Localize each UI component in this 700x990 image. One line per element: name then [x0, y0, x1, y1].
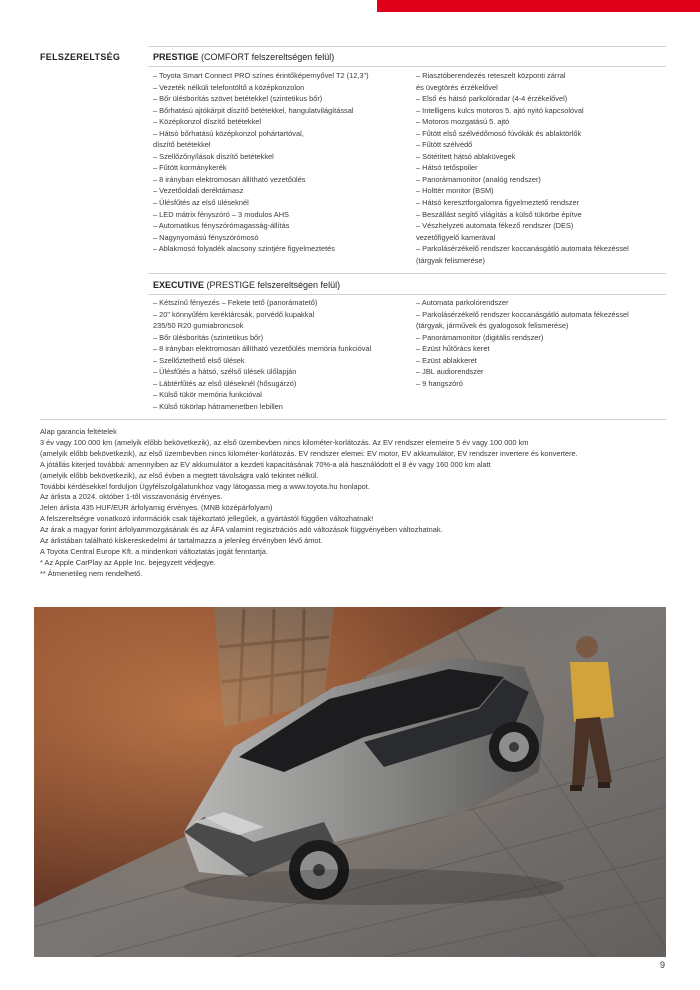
brand-accent-bar — [377, 0, 700, 12]
prestige-feature-item: díszítő betétekkel — [153, 140, 211, 150]
page-number: 9 — [660, 960, 666, 970]
prestige-feature-item: vezetőfigyelő kamerával — [416, 232, 496, 242]
prestige-feature-item: – Panorámamonitor (analóg rendszer) — [416, 174, 541, 184]
prestige-feature-item: – Első és hátsó parkolóradar (4-4 érzékelővel) — [416, 94, 568, 104]
executive-feature-item: (tárgyak, járművek és gyalogosok felismerése) — [416, 321, 569, 331]
prestige-feature-item: – Sötétített hátsó ablaküvegek — [416, 151, 516, 161]
executive-feature-item: – JBL audiorendszer — [416, 367, 484, 377]
prestige-feature-item: – Bőrhatású ajtókárpit díszítő betétekkel, hangulatvilágítással — [153, 105, 354, 115]
note-line: A felszereltségre vonatkozó információk csak tájékoztató jellegűek, a gyártástól függően változhatnak! — [40, 514, 374, 524]
prestige-feature-item: – Középkonzol díszítő betétekkel — [153, 117, 262, 127]
executive-list-right — [416, 297, 629, 389]
divider-executive — [148, 294, 666, 295]
executive-feature-item: – Panorámamonitor (digitális rendszer) — [416, 332, 544, 342]
executive-feature-item: 235/50 R20 gumiabroncsok — [153, 321, 244, 331]
note-line: További kérdésekkel forduljon Ügyfélszolgálatunkhoz vagy látogassa meg a www.toyota.hu honlapot. — [40, 481, 370, 491]
divider-top — [148, 46, 666, 47]
prestige-feature-item: (tárgyak felismerése) — [416, 255, 485, 265]
note-line: Az árak a magyar forint árfolyammozgásának és az ÁFA valamint regisztrációs adó változások függvényében változhatnak. — [40, 525, 443, 535]
executive-feature-item: – 20" könnyűfém keréktárcsák, porvédő kupakkal — [153, 309, 315, 319]
executive-feature-item: – Bőr ülésborítás (szintetikus bőr) — [153, 332, 264, 342]
note-line: (amelyik előbb bekövetkezik), az első évben a megtett távolságra való tekintet nélkül. — [40, 470, 319, 480]
prestige-feature-item: – Vezetőoldali deréktámasz — [153, 186, 244, 196]
prestige-feature-item: – Vészhelyzeti automata fékező rendszer (DES) — [416, 221, 574, 231]
prestige-feature-item: – Hátsó keresztforgalomra figyelmeztető rendszer — [416, 198, 580, 208]
prestige-feature-item: – Fűtött szélvédő — [416, 140, 473, 150]
executive-title-rest: (PRESTIGE felszereltségen felül) — [204, 280, 341, 290]
prestige-title — [153, 52, 334, 62]
prestige-feature-item: – Nagynyomású fényszórómosó — [153, 232, 259, 242]
executive-feature-item: – Ülésfűtés a hátsó, szélső ülések ülőlapján — [153, 367, 297, 377]
divider-executive-top — [148, 273, 666, 274]
prestige-feature-item: – Hátsó tetőspoiler — [416, 163, 478, 173]
legal-notes — [40, 427, 578, 580]
prestige-feature-item: – Beszállást segítő világítás a külső tükörbe építve — [416, 209, 582, 219]
note-line: Az árlistában található kiskereskedelmi ár tartalmazza a jelenleg érvényben lévő ámot. — [40, 536, 323, 546]
prestige-feature-item: – Hátsó bőrhatású középkonzol pohártartóval, — [153, 128, 304, 138]
note-line: (amelyik előbb bekövetkezik), az első üzembevben nincs kilométer-korlátozás. EV rendszer elemei: EV motor, EV akkumulátor, EV rendszer invertere és konvertere. — [40, 448, 578, 458]
prestige-feature-item: – Toyota Smart Connect PRO színes érintőképernyővel T2 (12,3") — [153, 71, 369, 80]
prestige-feature-item: – Bőr ülésborítás szövet betétekkel (szintetikus bőr) — [153, 94, 323, 104]
prestige-feature-item: – Fűtött első szélvédőmosó fúvókák és ablaktörlők — [416, 128, 582, 138]
car-street-scene-image — [34, 607, 666, 957]
executive-feature-item: – Kétszínű fényezés – Fekete tető (panorámatető) — [153, 298, 318, 307]
executive-feature-item: – Automata parkolórendszer — [416, 298, 509, 307]
executive-title — [153, 280, 340, 290]
car-photo — [34, 607, 666, 957]
prestige-feature-item: – 8 irányban elektromosan állítható vezetőülés — [153, 174, 306, 184]
note-line: Az árlista a 2024. október 1-től visszavonásig érvényes. — [40, 492, 223, 502]
prestige-feature-item: – Motoros mozgatású 5. ajtó — [416, 117, 510, 127]
prestige-feature-item: – Fűtött kormánykerék — [153, 163, 227, 173]
executive-feature-item: – 9 hangszóró — [416, 378, 463, 388]
executive-feature-item: – Ezüst ablakkeret — [416, 355, 477, 365]
prestige-feature-item: – Ablakmosó folyadék alacsony szintjére figyelmeztetés — [153, 244, 335, 254]
prestige-feature-item: – Ülésfűtés az első üléseknél — [153, 198, 249, 208]
executive-feature-item: – Külső tükörlap hátramenetben lebillen — [153, 401, 283, 411]
prestige-feature-item: és üvegtörés érzékelővel — [416, 82, 498, 92]
note-line: 3 év vagy 100 000 km (amelyik előbb bekövetkezik), az első üzembevben nincs kilométer-korlátozás. Az EV rendszer elemeire 5 év vagy 100 000 km — [40, 437, 529, 447]
prestige-feature-item: – LED mátrix fényszóró – 3 modulos AHS — [153, 209, 289, 219]
executive-list-left — [153, 297, 371, 412]
note-line: * Az Apple CarPlay az Apple Inc. bejegyzett védjegye. — [40, 557, 216, 567]
executive-feature-item: – 8 irányban elektromosan állítható vezetőülés memória funkcióval — [153, 344, 372, 354]
note-line: Jelen árlista 435 HUF/EUR árfolyamig érvényes. (MNB középárfolyam) — [40, 503, 273, 513]
prestige-title-bold: PRESTIGE — [153, 52, 199, 62]
executive-feature-item: – Külső tükör memória funkcióval — [153, 390, 262, 400]
note-line: ** Átmenetileg nem rendelhető. — [40, 568, 143, 578]
prestige-feature-item: – Intelligens kulcs motoros 5. ajtó nyitó kapcsolóval — [416, 105, 584, 115]
prestige-feature-item: – Holttér monitor (BSM) — [416, 186, 494, 196]
section-label: FELSZERELTSÉG — [40, 52, 121, 62]
prestige-title-rest: (COMFORT felszereltségen felül) — [198, 52, 335, 62]
prestige-feature-item: – Riasztóberendezés reteszelt központi zárral — [416, 71, 566, 80]
prestige-list-right — [416, 70, 629, 266]
note-line: A Toyota Central Europe Kft. a mindenkori változtatás jogát fenntartja. — [40, 546, 268, 556]
prestige-feature-item: – Vezeték nélküli telefontöltő a középkonzolon — [153, 82, 305, 92]
divider-prestige — [148, 66, 666, 67]
executive-title-bold: EXECUTIVE — [153, 280, 205, 290]
executive-feature-item: – Parkolásérzékelő rendszer koccanásgátló automata fékezéssel — [416, 309, 629, 319]
prestige-feature-item: – Szellőzőnyílások díszítő betétekkel — [153, 151, 274, 161]
executive-feature-item: – Szellőztethető első ülések — [153, 355, 245, 365]
prestige-list-left — [153, 70, 369, 255]
prestige-feature-item: – Automatikus fényszórómagasság-állítás — [153, 221, 290, 231]
note-line: A jótállás kiterjed továbbá: amennyiben az EV akkumulátor a kezdeti kapacitásának 70%-a alá használódott el 8 év vagy 160 000 km alatt — [40, 459, 491, 469]
executive-feature-item: – Ezüst hűtőrács keret — [416, 344, 490, 354]
divider-notes — [40, 419, 666, 420]
executive-feature-item: – Lábtérfűtés az első üléseknél (hősugárzó) — [153, 378, 297, 388]
prestige-feature-item: – Parkolásérzékelő rendszer koccanásgátló automata fékezéssel — [416, 244, 629, 254]
note-line: Alap garancia feltételek — [40, 427, 117, 436]
